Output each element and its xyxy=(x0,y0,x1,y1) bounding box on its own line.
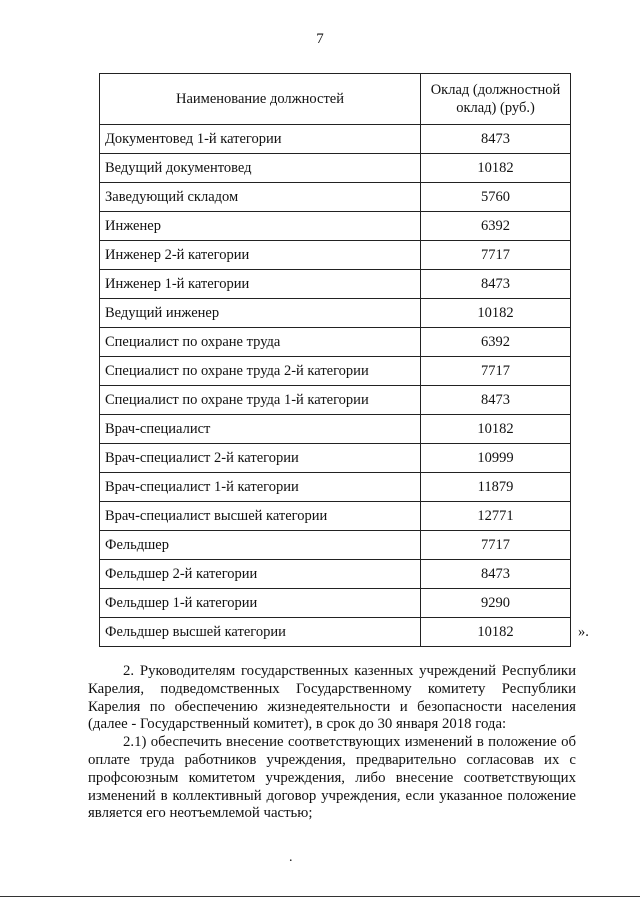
header-salary-line2: оклад) (руб.) xyxy=(456,100,535,116)
stray-mark: . xyxy=(289,850,293,865)
table-row xyxy=(100,386,571,415)
position-name-cell: Специалист по охране труда 2-й категории xyxy=(100,357,421,386)
table-row xyxy=(100,299,571,328)
position-name-cell: Врач-специалист высшей категории xyxy=(100,502,421,531)
position-name-cell: Специалист по охране труда 1-й категории xyxy=(100,386,421,415)
position-name-cell: Инженер xyxy=(100,212,421,241)
position-name-cell: Фельдшер xyxy=(100,531,421,560)
position-name-cell: Инженер 1-й категории xyxy=(100,270,421,299)
salary-cell: 7717 xyxy=(421,241,571,270)
salary-cell: 10182 xyxy=(421,618,571,647)
salary-cell: 10182 xyxy=(421,415,571,444)
header-position-name: Наименование должностей xyxy=(100,74,421,125)
table-row xyxy=(100,415,571,444)
table-row xyxy=(100,589,571,618)
paragraph-2: 2. Руководителям государственных казенных учреждений Республики Карелия, подведомственных Государственному комитету Республики Карелия по обеспечению жизнедеятельности и безопасности населения (далее - Государственный комитет), в срок до 30 января 2018 года: xyxy=(88,663,576,733)
position-name-cell: Врач-специалист xyxy=(100,415,421,444)
salary-cell: 6392 xyxy=(421,212,571,241)
position-name-cell: Специалист по охране труда xyxy=(100,328,421,357)
position-name-cell: Врач-специалист 1-й категории xyxy=(100,473,421,502)
table-row xyxy=(100,212,571,241)
table-row xyxy=(100,270,571,299)
salary-cell: 11879 xyxy=(421,473,571,502)
salary-cell: 12771 xyxy=(421,502,571,531)
position-name-cell: Ведущий документовед xyxy=(100,154,421,183)
page-number: 7 xyxy=(316,31,324,47)
table-row xyxy=(100,154,571,183)
position-name-cell: Документовед 1-й категории xyxy=(100,125,421,154)
body-text xyxy=(88,663,576,823)
table-row xyxy=(100,183,571,212)
closing-quote: ». xyxy=(578,624,589,640)
paragraph-2-1: 2.1) обеспечить внесение соответствующих изменений в положение об оплате труда работников учреждения, предварительно согласовав их с профсоюзным комитетом учреждения, либо внесение соответствующих изменений в коллективный договор учреждения, если указанное положение является его неотъемлемой частью; xyxy=(88,734,576,822)
salary-cell: 9290 xyxy=(421,589,571,618)
table-row xyxy=(100,502,571,531)
salary-cell: 5760 xyxy=(421,183,571,212)
table-header-row xyxy=(100,74,571,125)
header-salary-line1: Оклад (должностной xyxy=(430,82,561,98)
table-row xyxy=(100,444,571,473)
position-name-cell: Фельдшер высшей категории xyxy=(100,618,421,647)
table-row xyxy=(100,328,571,357)
salary-cell: 6392 xyxy=(421,328,571,357)
salary-cell: 7717 xyxy=(421,357,571,386)
position-name-cell: Фельдшер 1-й категории xyxy=(100,589,421,618)
page-bottom-edge xyxy=(0,896,640,897)
position-name-cell: Ведущий инженер xyxy=(100,299,421,328)
salary-cell: 10182 xyxy=(421,299,571,328)
table-body xyxy=(100,125,571,647)
salary-cell: 10999 xyxy=(421,444,571,473)
table-row xyxy=(100,618,571,647)
table-row xyxy=(100,560,571,589)
salary-cell: 8473 xyxy=(421,125,571,154)
table-row xyxy=(100,531,571,560)
salary-cell: 8473 xyxy=(421,270,571,299)
position-name-cell: Инженер 2-й категории xyxy=(100,241,421,270)
salary-cell: 8473 xyxy=(421,560,571,589)
salary-cell: 7717 xyxy=(421,531,571,560)
position-name-cell: Заведующий складом xyxy=(100,183,421,212)
position-name-cell: Врач-специалист 2-й категории xyxy=(100,444,421,473)
salary-cell: 10182 xyxy=(421,154,571,183)
table-row xyxy=(100,241,571,270)
salary-cell: 8473 xyxy=(421,386,571,415)
header-salary xyxy=(421,74,571,125)
position-name-cell: Фельдшер 2-й категории xyxy=(100,560,421,589)
table-row xyxy=(100,473,571,502)
salary-table xyxy=(99,73,571,647)
table-row xyxy=(100,357,571,386)
table-row xyxy=(100,125,571,154)
